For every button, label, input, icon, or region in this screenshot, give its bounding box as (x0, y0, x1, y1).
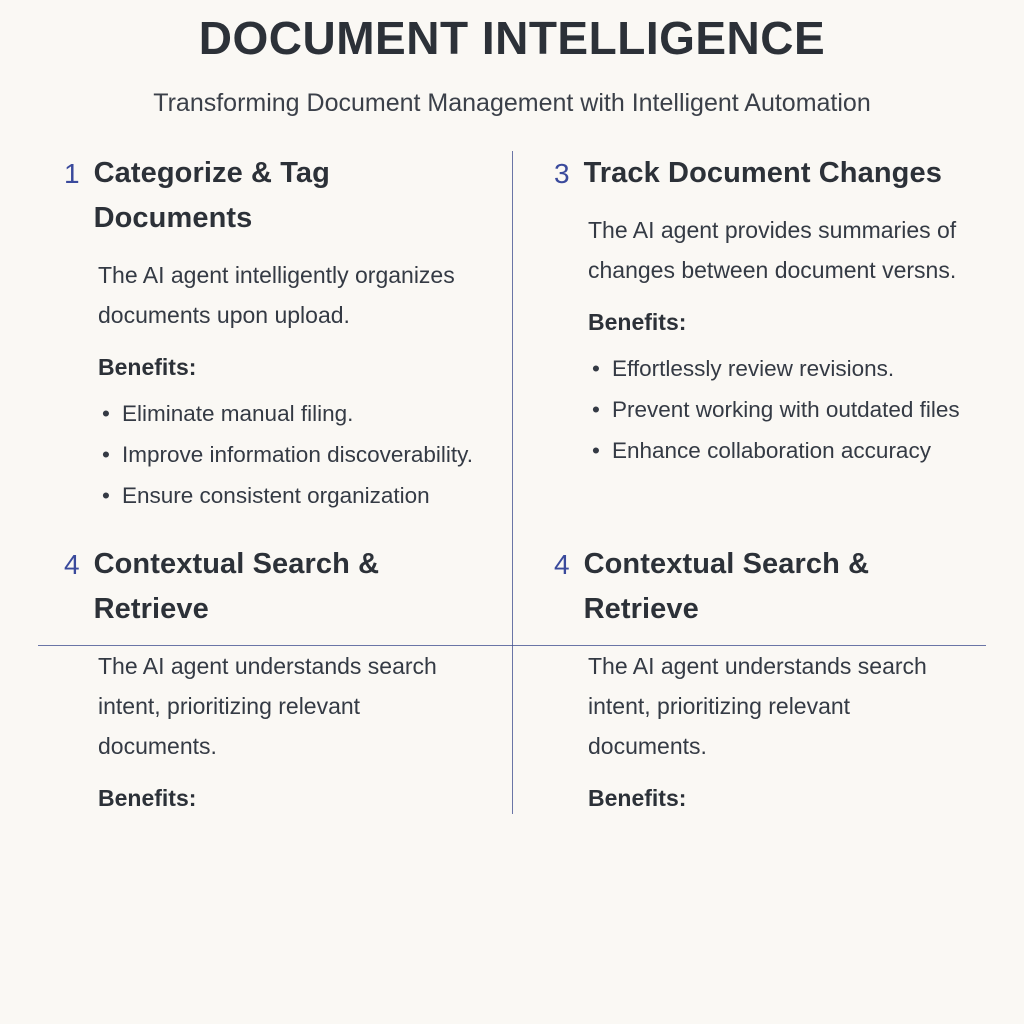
card-number: 4 (554, 549, 570, 580)
page-title: DOCUMENT INTELLIGENCE (198, 12, 826, 64)
horizontal-divider (38, 645, 986, 646)
benefits-list (592, 348, 960, 471)
card-header (64, 151, 478, 241)
list-item: • Improve information discoverability. (102, 434, 478, 475)
card-header (554, 151, 960, 196)
card-title: Contextual Search & Retrieve (583, 548, 870, 625)
card-title: Contextual Search & Retrieve (93, 548, 380, 625)
list-item: • Enhance collaboration accuracy (592, 430, 960, 471)
card-header (554, 542, 960, 632)
list-item: • Ensure consistent organization (102, 475, 478, 516)
card-track-document-changes (512, 151, 960, 516)
benefits-label: Benefits: (98, 354, 197, 380)
page-subtitle: Transforming Document Management with Intelligent Automation (153, 89, 871, 117)
card-contextual-search-retrieve-left (64, 516, 512, 814)
card-description: The AI agent understands search intent, prioritizing relevant documents. (588, 653, 927, 759)
card-title: Track Document Changes (583, 157, 942, 189)
card-title: Categorize & Tag Documents (93, 157, 330, 234)
benefits-list (102, 393, 478, 516)
list-item: • Eliminate manual filing. (102, 393, 478, 434)
card-description: The AI agent intelligently organizes documents upon upload. (98, 262, 455, 328)
benefits-label: Benefits: (588, 309, 687, 335)
card-number: 3 (554, 158, 570, 189)
vertical-divider (512, 151, 513, 814)
card-header (64, 542, 478, 632)
card-number: 1 (64, 158, 80, 189)
card-description: The AI agent provides summaries of changes between document versns. (588, 217, 957, 283)
card-contextual-search-retrieve-right (512, 516, 960, 814)
card-categorize-tag-documents (64, 151, 512, 516)
benefits-label: Benefits: (98, 785, 197, 811)
cards-grid (64, 151, 960, 814)
benefits-label: Benefits: (588, 785, 687, 811)
card-number: 4 (64, 549, 80, 580)
list-item: • Prevent working with outdated files (592, 389, 960, 430)
list-item: • Effortlessly review revisions. (592, 348, 960, 389)
card-description: The AI agent understands search intent, prioritizing relevant documents. (98, 653, 437, 759)
